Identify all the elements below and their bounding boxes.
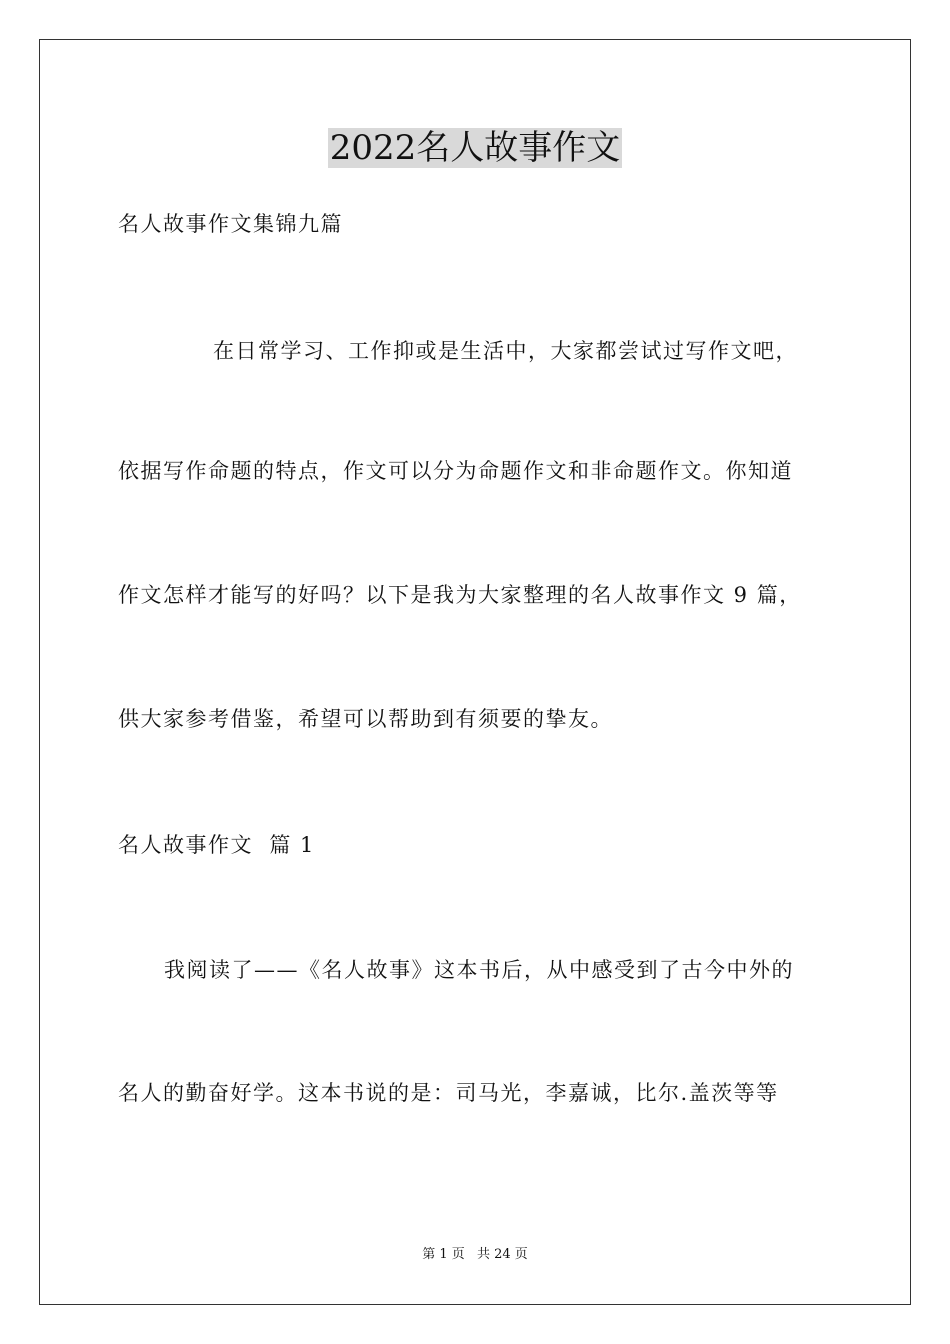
section-line-2: 名人的勤奋好学。这本书说的是：司马光，李嘉诚，比尔.盖茨等等	[118, 1081, 779, 1105]
paragraph-line-2: 依据写作命题的特点，作文可以分为命题作文和非命题作文。你知道	[118, 459, 793, 483]
section-heading: 名人故事作文 篇 1	[118, 833, 315, 857]
document-title: 2022名人故事作文	[329, 128, 621, 168]
page-number: 第 1 页	[422, 1247, 465, 1262]
paragraph-line-1: 在日常学习、工作抑或是生活中，大家都尝试过写作文吧，	[213, 339, 798, 363]
page-total: 共 24 页	[476, 1247, 528, 1262]
paragraph-line-4: 供大家参考借鉴，希望可以帮助到有须要的挚友。	[118, 707, 613, 731]
paragraph-line-3: 作文怎样才能写的好吗？以下是我为大家整理的名人故事作文 9 篇，	[118, 583, 802, 607]
document-subtitle: 名人故事作文集锦九篇	[118, 212, 343, 236]
section-line-1: 我阅读了——《名人故事》这本书后，从中感受到了古今中外的	[164, 958, 794, 982]
page-footer	[0, 1246, 950, 1264]
title-container	[0, 128, 950, 168]
